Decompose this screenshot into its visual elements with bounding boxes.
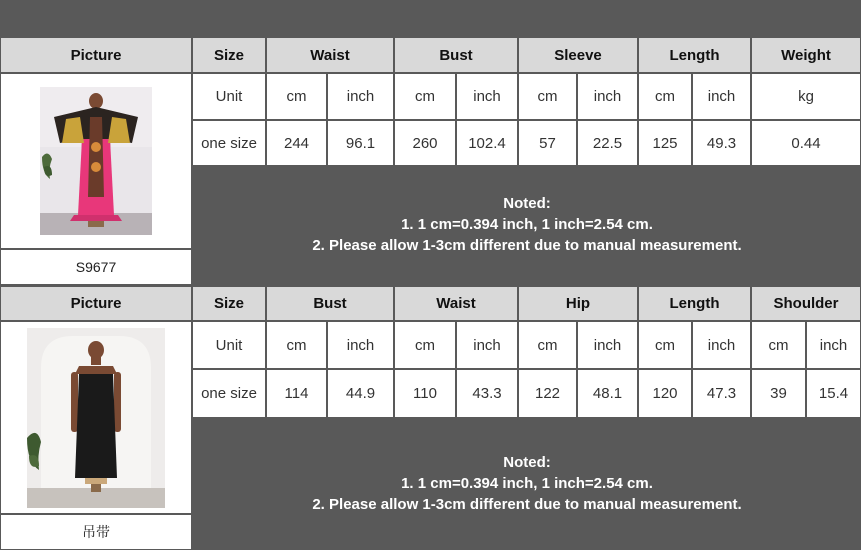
t1-value-cell: 244 [267, 121, 326, 165]
t1-header-waist: Waist [267, 38, 393, 72]
t1-header-length: Length [639, 38, 750, 72]
t2-header-hip: Hip [519, 287, 637, 320]
t2-note-line2: 2. Please allow 1-3cm different due to manual measurement. [312, 496, 742, 513]
t1-value-cell: 125 [639, 121, 691, 165]
t1-note-line2: 2. Please allow 1-3cm different due to manual measurement. [312, 237, 742, 254]
t2-unit-cell: inch [693, 322, 750, 368]
t2-header-length: Length [639, 287, 750, 320]
t2-unit-cell: cm [519, 322, 576, 368]
t1-header-picture: Picture [1, 38, 191, 72]
t1-unit-cell: inch [693, 74, 750, 119]
t2-unit-cell: inch [578, 322, 637, 368]
t1-value-cell: 260 [395, 121, 455, 165]
t2-unit-cell: inch [807, 322, 860, 368]
t2-value-cell: 47.3 [693, 370, 750, 417]
t2-note-line1: 1. 1 cm=0.394 inch, 1 inch=2.54 cm. [401, 475, 653, 492]
t2-unit-cell: cm [267, 322, 326, 368]
t2-unit-cell: cm [395, 322, 455, 368]
t1-header-weight: Weight [752, 38, 860, 72]
t2-value-cell: 114 [267, 370, 326, 417]
t1-unit-cell: cm [267, 74, 326, 119]
t2-unit-cell: inch [328, 322, 393, 368]
t2-header-bust: Bust [267, 287, 393, 320]
dress-photo-slip [27, 328, 165, 508]
t2-note-title: Noted: [503, 454, 551, 471]
t1-unit-cell: inch [328, 74, 393, 119]
t1-note-title: Noted: [503, 195, 551, 212]
top-banner [0, 0, 861, 37]
t1-size-label: one size [193, 121, 265, 165]
t1-value-cell: 22.5 [578, 121, 637, 165]
t1-unit-cell: cm [519, 74, 576, 119]
t2-product-code: 吊带 [1, 515, 191, 549]
t2-unit-cell: cm [639, 322, 691, 368]
t1-unit-cell: inch [578, 74, 637, 119]
t2-header-waist: Waist [395, 287, 517, 320]
t1-unit-cell: cm [395, 74, 455, 119]
t2-header-size: Size [193, 287, 265, 320]
t2-value-cell: 39 [752, 370, 805, 417]
t1-note [193, 193, 861, 256]
t2-size-label: one size [193, 370, 265, 417]
t2-value-cell: 15.4 [807, 370, 860, 417]
dress-photo-kaftan [40, 87, 152, 235]
t2-value-cell: 110 [395, 370, 455, 417]
t2-value-cell: 43.3 [457, 370, 517, 417]
t1-note-line1: 1. 1 cm=0.394 inch, 1 inch=2.54 cm. [401, 216, 653, 233]
t2-value-cell: 48.1 [578, 370, 637, 417]
t2-note [193, 452, 861, 515]
t1-header-size: Size [193, 38, 265, 72]
t1-unit-cell: cm [639, 74, 691, 119]
t2-value-cell: 120 [639, 370, 691, 417]
t2-header-picture: Picture [1, 287, 191, 320]
t2-unit-label: Unit [193, 322, 265, 368]
t1-header-bust: Bust [395, 38, 517, 72]
t1-value-cell: 96.1 [328, 121, 393, 165]
t2-unit-cell: cm [752, 322, 805, 368]
t1-value-cell: 49.3 [693, 121, 750, 165]
t1-unit-cell: inch [457, 74, 517, 119]
t1-value-cell: 57 [519, 121, 576, 165]
t2-value-cell: 44.9 [328, 370, 393, 417]
t2-unit-cell: inch [457, 322, 517, 368]
t1-picture-cell [1, 74, 191, 248]
t1-unit-label: Unit [193, 74, 265, 119]
t1-value-cell: 102.4 [457, 121, 517, 165]
t1-header-sleeve: Sleeve [519, 38, 637, 72]
t2-header-shoulder: Shoulder [752, 287, 860, 320]
t1-unit-cell: kg [752, 74, 860, 119]
t1-product-code: S9677 [1, 250, 191, 284]
t2-value-cell: 122 [519, 370, 576, 417]
t2-picture-cell [1, 322, 191, 513]
t1-value-cell: 0.44 [752, 121, 860, 165]
